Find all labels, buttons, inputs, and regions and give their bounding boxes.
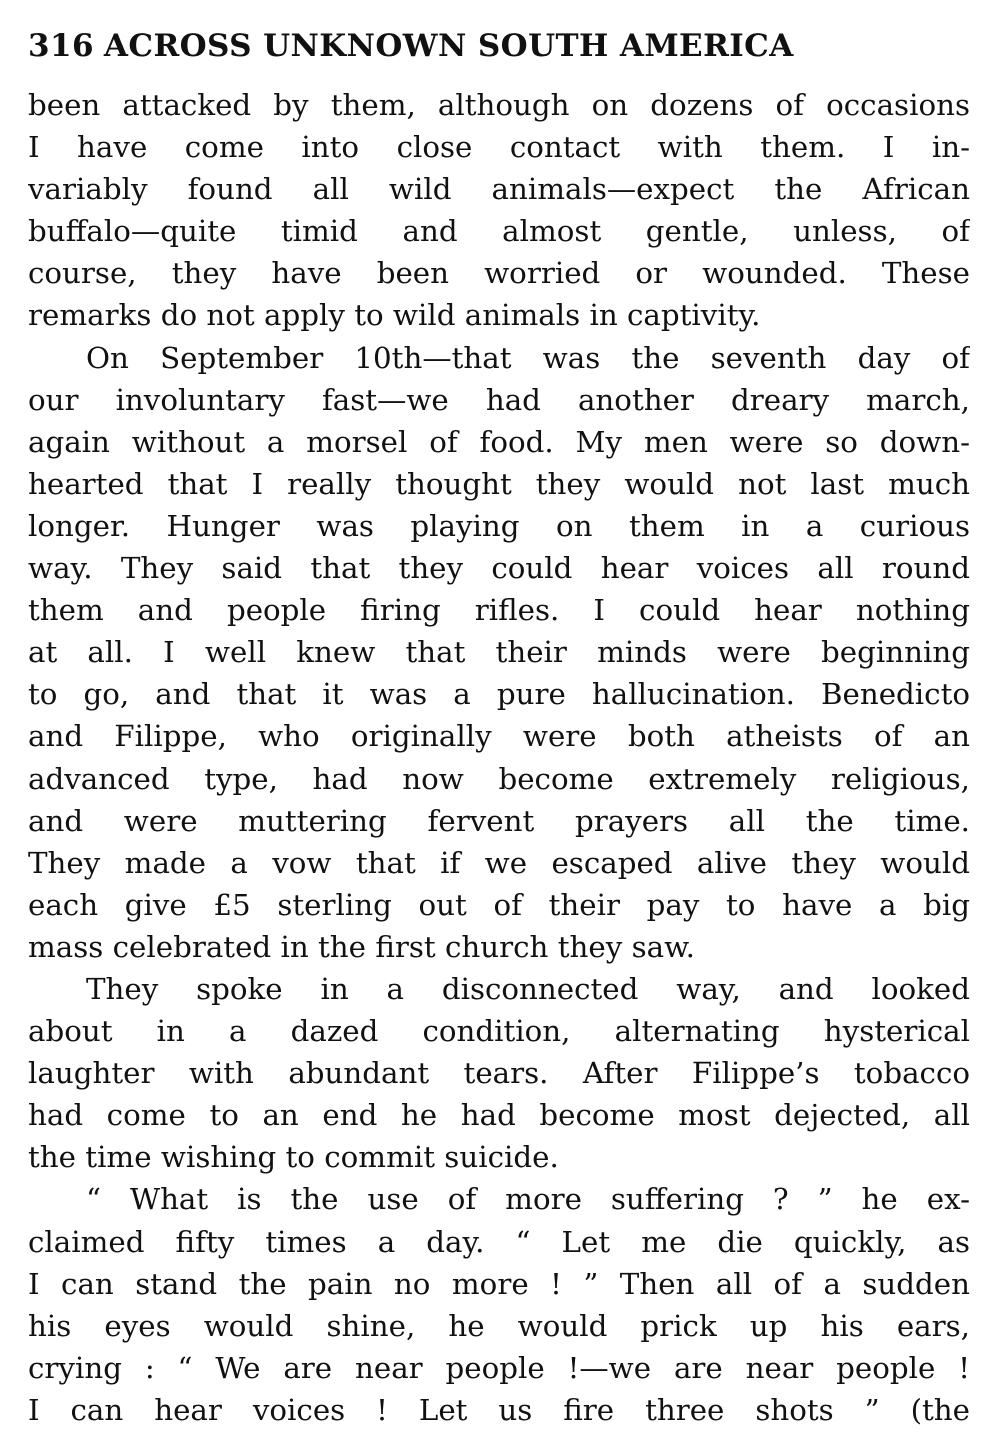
text-line: the time wishing to commit suicide. xyxy=(28,1140,559,1175)
text-line: about in a dazed condition, alternating hysterical xyxy=(28,1014,970,1049)
text-line: at all. I well knew that their minds were beginning xyxy=(28,635,970,670)
text-line: his eyes would shine, he would prick up his ears, xyxy=(28,1308,970,1343)
text-line: and were muttering fervent prayers all the time. xyxy=(28,803,970,838)
text-line: mass celebrated in the first church they saw. xyxy=(28,929,695,964)
text-line: variably found all wild animals—expect the African xyxy=(28,172,970,207)
text-line: each give £5 sterling out of their pay to have a big xyxy=(28,887,970,922)
text-line: remarks do not apply to wild animals in captivity. xyxy=(28,298,761,333)
running-header xyxy=(28,24,970,68)
text-line: buffalo—quite timid and almost gentle, unless, of xyxy=(28,214,970,249)
text-line: been attacked by them, although on dozens of occasions xyxy=(28,88,970,122)
text-line: our involuntary fast—we had another dreary march, xyxy=(28,382,970,417)
text-line: again without a morsel of food. My men were so down- xyxy=(28,424,970,459)
text-line: advanced type, had now become extremely religious, xyxy=(28,761,970,796)
text-line: them and people firing rifles. I could hear nothing xyxy=(28,593,970,628)
text-line: They spoke in a disconnected way, and looked xyxy=(86,971,970,1006)
text-line: had come to an end he had become most dejected, all xyxy=(28,1098,970,1133)
book-page xyxy=(28,24,970,1431)
text-line: claimed fifty times a day. “ Let me die quickly, as xyxy=(28,1224,970,1259)
text-line: longer. Hunger was playing on them in a curious xyxy=(28,508,970,543)
text-line: laughter with abundant tears. After Filippe’s tobacco xyxy=(28,1056,970,1091)
text-line: “ What is the use of more suffering ? ” he ex- xyxy=(86,1182,970,1217)
text-line: I have come into close contact with them. I in- xyxy=(28,130,970,165)
text-line: way. They said that they could hear voices all round xyxy=(28,551,970,586)
text-line: and Filippe, who originally were both atheists of an xyxy=(28,719,970,754)
page-number: 316 xyxy=(28,28,94,64)
text-line: course, they have been worried or wounded. These xyxy=(28,256,970,291)
text-line: On September 10th—that was the seventh day of xyxy=(86,340,970,375)
body-text xyxy=(28,84,970,1431)
text-line: to go, and that it was a pure hallucination. Benedicto xyxy=(28,677,970,712)
running-title: ACROSS UNKNOWN SOUTH AMERICA xyxy=(103,28,794,64)
text-line: crying : “ We are near people !—we are near people ! xyxy=(28,1350,970,1385)
text-line: I can stand the pain no more ! ” Then all of a sudden xyxy=(28,1266,970,1301)
text-line: hearted that I really thought they would not last much xyxy=(28,466,970,501)
text-line: They made a vow that if we escaped alive they would xyxy=(28,845,970,880)
text-line: I can hear voices ! Let us fire three shots ” (the xyxy=(28,1392,970,1427)
